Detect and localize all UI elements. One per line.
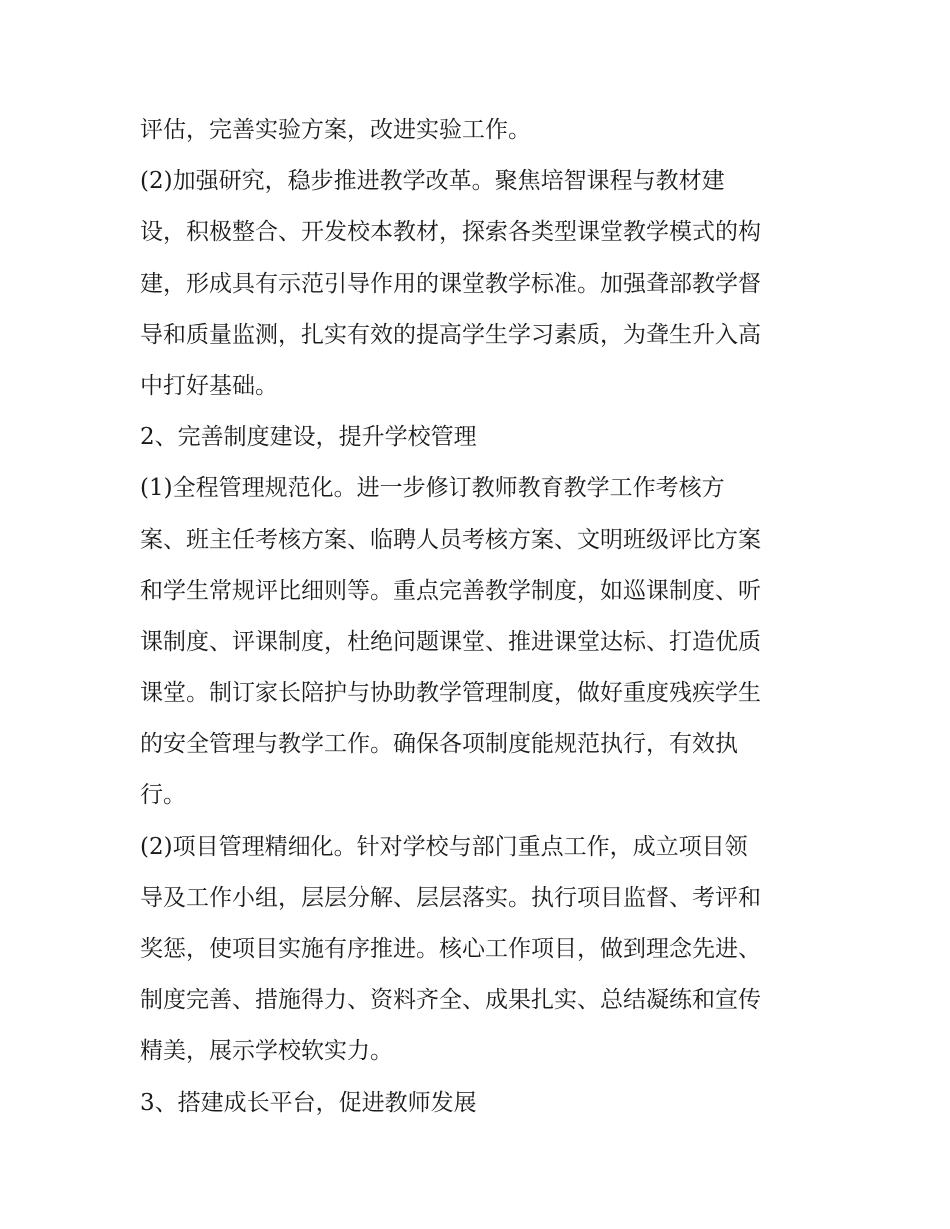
text-line: 课制度、评课制度，杜绝问题课堂、推进课堂达标、打造优质 bbox=[140, 628, 761, 655]
text-line: 建，形成具有示范引导作用的课堂教学标准。加强聋部教学督 bbox=[140, 270, 761, 297]
text-line: 设，积极整合、开发校本教材，探索各类型课堂教学模式的构 bbox=[140, 219, 761, 246]
text-line: (2)加强研究，稳步推进教学改革。聚焦培智课程与教材建 bbox=[140, 168, 725, 195]
text-line: 评估，完善实验方案，改进实验工作。 bbox=[140, 117, 531, 143]
text-line: 课堂。制订家长陪护与协助教学管理制度，做好重度残疾学生 bbox=[140, 680, 761, 707]
document-body bbox=[140, 105, 820, 1129]
section-heading: 2、完善制度建设，提升学校管理 bbox=[140, 424, 477, 451]
text-line: 案、班主任考核方案、临聘人员考核方案、文明班级评比方案 bbox=[140, 526, 761, 553]
text-line: 制度完善、措施得力、资料齐全、成果扎实、总结凝练和宣传 bbox=[140, 987, 761, 1014]
text-line: 奖惩，使项目实施有序推进。核心工作项目，做到理念先进、 bbox=[140, 936, 761, 962]
text-line: 精美，展示学校软实力。 bbox=[140, 1038, 393, 1065]
text-line: (2)项目管理精细化。针对学校与部门重点工作，成立项目领 bbox=[140, 833, 748, 860]
text-line: 行。 bbox=[140, 782, 186, 809]
text-line: (1)全程管理规范化。进一步修订教师教育教学工作考核方 bbox=[140, 475, 725, 502]
text-line: 和学生常规评比细则等。重点完善教学制度，如巡课制度、听 bbox=[140, 577, 761, 604]
text-line: 中打好基础。 bbox=[140, 372, 278, 399]
text-line: 导和质量监测，扎实有效的提高学生学习素质，为聋生升入高 bbox=[140, 321, 761, 348]
text-line: 导及工作小组，层层分解、层层落实。执行项目监督、考评和 bbox=[140, 884, 761, 911]
section-heading: 3、搭建成长平台，促进教师发展 bbox=[140, 1089, 477, 1116]
text-line: 的安全管理与教学工作。确保各项制度能规范执行，有效执 bbox=[140, 731, 738, 758]
